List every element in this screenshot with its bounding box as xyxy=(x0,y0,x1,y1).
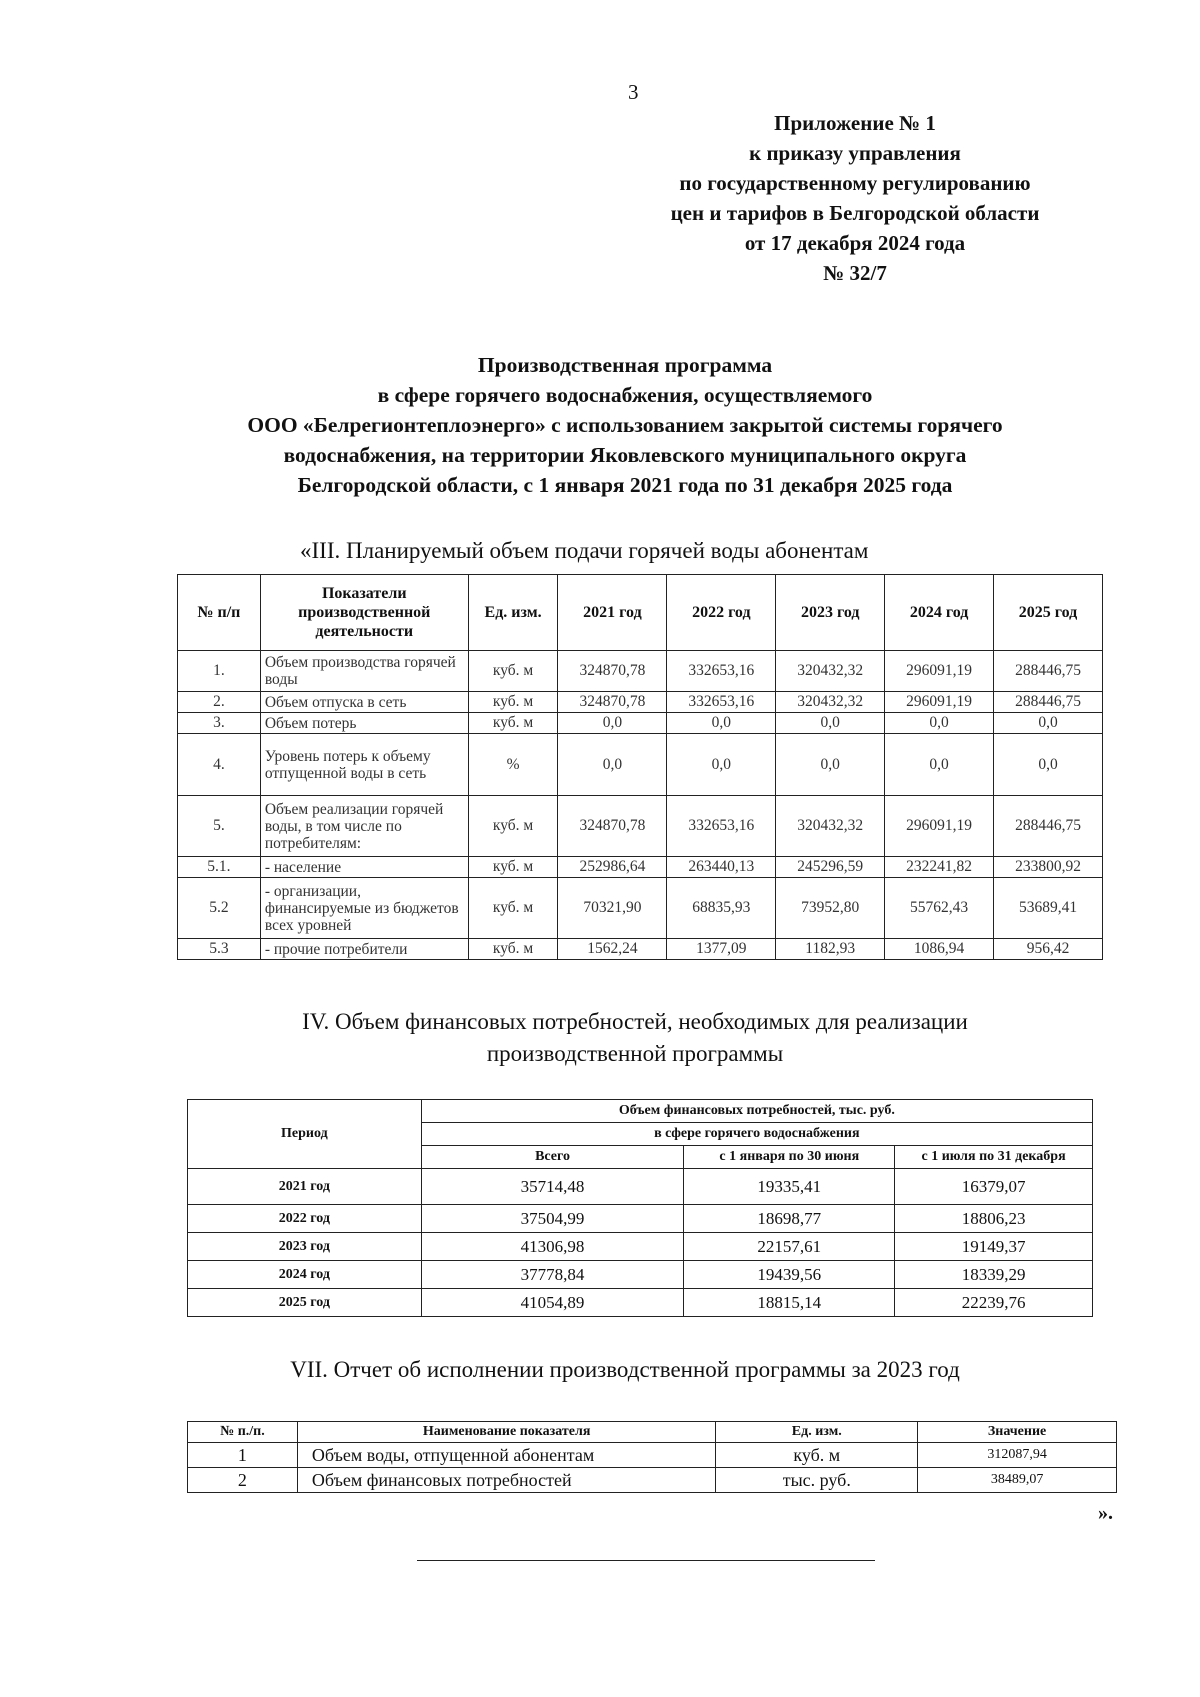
value-cell: 18806,23 xyxy=(895,1205,1093,1233)
title-line: Белгородской области, с 1 января 2021 года по 31 декабря 2025 года xyxy=(297,473,953,497)
header-cell: Наименование показателя xyxy=(297,1422,716,1443)
period-header: Период xyxy=(188,1100,422,1169)
value-cell: 320432,32 xyxy=(776,692,885,713)
unit: куб. м xyxy=(468,651,558,692)
value-cell: 332653,16 xyxy=(667,796,776,857)
value-cell: 296091,19 xyxy=(885,651,994,692)
value-cell: 232241,82 xyxy=(885,857,994,878)
value-cell: 296091,19 xyxy=(885,692,994,713)
row-number: 3. xyxy=(178,713,261,734)
value-cell: 73952,80 xyxy=(776,878,885,939)
section4-heading-line: IV. Объем финансовых потребностей, необходимых для реализации xyxy=(302,1009,968,1034)
table-row xyxy=(188,1205,1093,1233)
value-cell: 288446,75 xyxy=(994,692,1103,713)
header-cell: Ед. изм. xyxy=(468,575,558,651)
header-cell: 2025 год xyxy=(994,575,1103,651)
unit: куб. м xyxy=(468,878,558,939)
row-number: 5. xyxy=(178,796,261,857)
indicator-name: Объем воды, отпущенной абонентам xyxy=(297,1443,716,1468)
value-cell: 0,0 xyxy=(667,734,776,796)
value-cell: 0,0 xyxy=(994,734,1103,796)
financial-needs-table xyxy=(187,1099,1093,1317)
value-cell: 324870,78 xyxy=(558,692,667,713)
appendix-line: № 32/7 xyxy=(823,261,887,285)
value-cell: 324870,78 xyxy=(558,796,667,857)
table-row xyxy=(188,1289,1093,1317)
value-cell: 332653,16 xyxy=(667,651,776,692)
appendix-header xyxy=(620,108,1090,288)
table-row xyxy=(178,796,1103,857)
value-cell: 18815,14 xyxy=(684,1289,895,1317)
indicator-name: Объем потерь xyxy=(260,713,468,734)
row-number: 2. xyxy=(178,692,261,713)
indicator-name: - прочие потребители xyxy=(260,939,468,960)
value-cell: 0,0 xyxy=(776,713,885,734)
row-number: 1. xyxy=(178,651,261,692)
value-cell: 332653,16 xyxy=(667,692,776,713)
value-cell: 320432,32 xyxy=(776,651,885,692)
header-cell: с 1 января по 30 июня xyxy=(684,1146,895,1169)
unit: куб. м xyxy=(468,939,558,960)
value-cell: 22239,76 xyxy=(895,1289,1093,1317)
table-row xyxy=(178,857,1103,878)
value-cell: 0,0 xyxy=(885,713,994,734)
value-cell: 956,42 xyxy=(994,939,1103,960)
program-execution-report-table xyxy=(187,1421,1117,1493)
value-cell: 245296,59 xyxy=(776,857,885,878)
unit: куб. м xyxy=(468,857,558,878)
value-cell: 324870,78 xyxy=(558,651,667,692)
header-cell: с 1 июля по 31 декабря xyxy=(895,1146,1093,1169)
title-line: ООО «Белрегионтеплоэнерго» с использованием закрытой системы горячего xyxy=(247,413,1003,437)
closing-quote-mark: ». xyxy=(1098,1502,1113,1524)
table-row xyxy=(188,1169,1093,1205)
value-cell: 19335,41 xyxy=(684,1169,895,1205)
title-line: водоснабжения, на территории Яковлевского муниципального округа xyxy=(283,443,967,467)
row-number: 4. xyxy=(178,734,261,796)
row-number: 5.1. xyxy=(178,857,261,878)
indicator-name: Объем реализации горячей воды, в том числе по потребителям: xyxy=(260,796,468,857)
header-cell: 2021 год xyxy=(558,575,667,651)
value-cell: 0,0 xyxy=(558,713,667,734)
unit: куб. м xyxy=(716,1443,918,1468)
value-cell: 252986,64 xyxy=(558,857,667,878)
value-cell: 0,0 xyxy=(558,734,667,796)
value-cell: 0,0 xyxy=(667,713,776,734)
value-cell: 35714,48 xyxy=(421,1169,684,1205)
unit: куб. м xyxy=(468,692,558,713)
value-cell: 41306,98 xyxy=(421,1233,684,1261)
value-cell: 288446,75 xyxy=(994,796,1103,857)
table-row xyxy=(178,734,1103,796)
value-cell: 1562,24 xyxy=(558,939,667,960)
value-cell: 1086,94 xyxy=(885,939,994,960)
indicator-name: - организации, финансируемые из бюджетов всех уровней xyxy=(260,878,468,939)
value-cell: 19149,37 xyxy=(895,1233,1093,1261)
value-cell: 68835,93 xyxy=(667,878,776,939)
table-row xyxy=(178,713,1103,734)
header-cell: Показатели производственной деятельности xyxy=(260,575,468,651)
value-cell: 1182,93 xyxy=(776,939,885,960)
section4-heading-line: производственной программы xyxy=(486,1041,784,1066)
appendix-line: по государственному регулированию xyxy=(679,171,1031,195)
table-row xyxy=(188,1468,1117,1493)
table-row xyxy=(178,651,1103,692)
unit: куб. м xyxy=(468,796,558,857)
value-cell: 296091,19 xyxy=(885,796,994,857)
period-cell: 2023 год xyxy=(188,1233,422,1261)
value-cell: 288446,75 xyxy=(994,651,1103,692)
value-cell: 312087,94 xyxy=(918,1443,1117,1468)
group-header: Объем финансовых потребностей, тыс. руб. xyxy=(421,1100,1092,1123)
appendix-line: от 17 декабря 2024 года xyxy=(744,231,966,255)
header-cell: Значение xyxy=(918,1422,1117,1443)
header-cell: Ед. изм. xyxy=(716,1422,918,1443)
header-cell: № п./п. xyxy=(188,1422,298,1443)
table-row xyxy=(178,939,1103,960)
value-cell: 320432,32 xyxy=(776,796,885,857)
indicator-name: Уровень потерь к объему отпущенной воды в сеть xyxy=(260,734,468,796)
indicator-name: Объем производства горячей воды xyxy=(260,651,468,692)
value-cell: 22157,61 xyxy=(684,1233,895,1261)
title-line: Производственная программа xyxy=(477,353,773,377)
appendix-line: цен и тарифов в Белгородской области xyxy=(670,201,1040,225)
header-cell: № п/п xyxy=(178,575,261,651)
value-cell: 18698,77 xyxy=(684,1205,895,1233)
value-cell: 0,0 xyxy=(885,734,994,796)
section7-heading: VII. Отчет об исполнении производственной программы за 2023 год xyxy=(290,1357,960,1382)
end-rule xyxy=(417,1560,875,1561)
page-number: 3 xyxy=(628,80,639,104)
value-cell: 19439,56 xyxy=(684,1261,895,1289)
period-cell: 2024 год xyxy=(188,1261,422,1289)
value-cell: 18339,29 xyxy=(895,1261,1093,1289)
value-cell: 38489,07 xyxy=(918,1468,1117,1493)
indicator-name: Объем отпуска в сеть xyxy=(260,692,468,713)
period-cell: 2022 год xyxy=(188,1205,422,1233)
subgroup-header: в сфере горячего водоснабжения xyxy=(421,1123,1092,1146)
value-cell: 70321,90 xyxy=(558,878,667,939)
header-cell: 2022 год xyxy=(667,575,776,651)
row-number: 1 xyxy=(188,1443,298,1468)
value-cell: 0,0 xyxy=(994,713,1103,734)
section3-heading: «III. Планируемый объем подачи горячей воды абонентам xyxy=(300,538,869,563)
value-cell: 37778,84 xyxy=(421,1261,684,1289)
unit: тыс. руб. xyxy=(716,1468,918,1493)
appendix-line: Приложение № 1 xyxy=(774,111,936,135)
title-line: в сфере горячего водоснабжения, осуществляемого xyxy=(377,383,873,407)
period-cell: 2021 год xyxy=(188,1169,422,1205)
value-cell: 263440,13 xyxy=(667,857,776,878)
header-cell: 2023 год xyxy=(776,575,885,651)
table-row xyxy=(188,1443,1117,1468)
table-row xyxy=(188,1261,1093,1289)
appendix-line: к приказу управления xyxy=(749,141,961,165)
value-cell: 55762,43 xyxy=(885,878,994,939)
header-cell: Всего xyxy=(421,1146,684,1169)
value-cell: 0,0 xyxy=(776,734,885,796)
table-row xyxy=(178,692,1103,713)
unit: % xyxy=(468,734,558,796)
value-cell: 53689,41 xyxy=(994,878,1103,939)
header-cell: 2024 год xyxy=(885,575,994,651)
table-row xyxy=(188,1233,1093,1261)
document-title xyxy=(150,350,1100,500)
value-cell: 233800,92 xyxy=(994,857,1103,878)
water-supply-volume-table xyxy=(177,574,1103,960)
row-number: 2 xyxy=(188,1468,298,1493)
period-cell: 2025 год xyxy=(188,1289,422,1317)
value-cell: 1377,09 xyxy=(667,939,776,960)
row-number: 5.3 xyxy=(178,939,261,960)
value-cell: 16379,07 xyxy=(895,1169,1093,1205)
indicator-name: Объем финансовых потребностей xyxy=(297,1468,716,1493)
row-number: 5.2 xyxy=(178,878,261,939)
value-cell: 41054,89 xyxy=(421,1289,684,1317)
table-row xyxy=(178,878,1103,939)
unit: куб. м xyxy=(468,713,558,734)
section4-heading xyxy=(200,1006,1070,1070)
indicator-name: - население xyxy=(260,857,468,878)
value-cell: 37504,99 xyxy=(421,1205,684,1233)
